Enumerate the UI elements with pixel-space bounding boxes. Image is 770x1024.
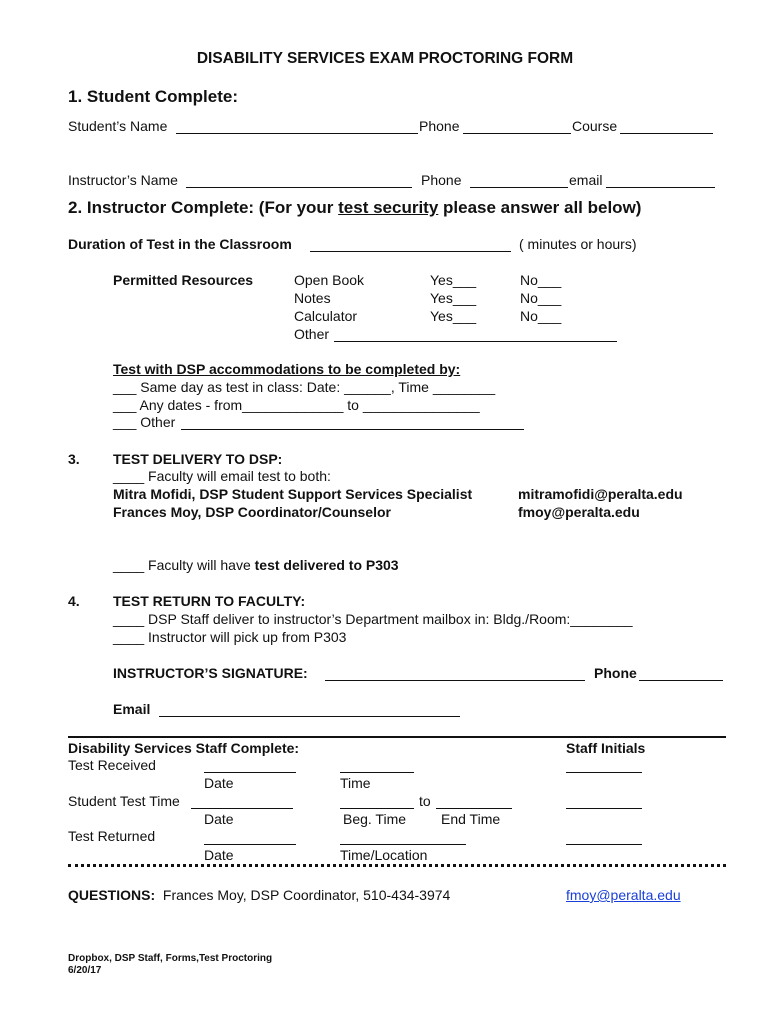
resource-notes: Notes [294, 290, 331, 306]
return-pickup-option[interactable]: ____ Instructor will pick up from P303 [113, 629, 347, 645]
section3-number: 3. [68, 451, 80, 467]
section4-heading: TEST RETURN TO FACULTY: [113, 593, 306, 609]
instructor-phone-label: Phone [421, 172, 462, 188]
notes-no[interactable]: No___ [520, 290, 562, 306]
test-returned-initials-field[interactable] [566, 844, 642, 845]
test-received-time-caption: Time [340, 775, 371, 791]
delivery-email-option[interactable]: ____ Faculty will email test to both: [113, 468, 331, 484]
section4-number: 4. [68, 593, 80, 609]
questions-line: QUESTIONS: Frances Moy, DSP Coordinator, 510-434-3974 [68, 887, 451, 903]
student-test-initials-field[interactable] [566, 808, 642, 809]
section2-heading: 2. Instructor Complete: (For your test security please answer all below) [68, 198, 642, 217]
student-test-date-caption: Date [204, 811, 234, 827]
permitted-resources-label: Permitted Resources [113, 272, 254, 288]
course-label: Course [572, 118, 618, 134]
notes-yes[interactable]: Yes___ [430, 290, 477, 306]
delivery-p303-option[interactable]: ____ Faculty will have test delivered to P303 [113, 557, 399, 573]
duration-field[interactable] [310, 251, 511, 252]
student-name-field[interactable] [176, 133, 418, 134]
to-label: to [419, 793, 431, 809]
questions-email-link[interactable]: fmoy@peralta.edu [566, 887, 681, 903]
section3-heading: TEST DELIVERY TO DSP: [113, 451, 283, 467]
test-received-date-field[interactable] [204, 772, 296, 773]
test-returned-date-field[interactable] [204, 844, 296, 845]
test-returned-date-caption: Date [204, 847, 234, 863]
test-received-initials-field[interactable] [566, 772, 642, 773]
contact-1-name: Mitra Mofidi, DSP Student Support Services Specialist [113, 486, 473, 502]
acc-same-day[interactable]: ___ Same day as test in class: Date: ______, Time ________ [113, 379, 496, 395]
resource-open-book: Open Book [294, 272, 365, 288]
end-time-caption: End Time [441, 811, 501, 827]
student-name-label: Student’s Name [68, 118, 168, 134]
resource-other-label: Other [294, 326, 330, 342]
signature-label: INSTRUCTOR’S SIGNATURE: [113, 665, 308, 681]
staff-initials-heading: Staff Initials [566, 740, 646, 756]
section1-heading: 1. Student Complete: [68, 87, 239, 106]
signature-field[interactable] [325, 680, 585, 681]
test-returned-label: Test Returned [68, 828, 156, 844]
test-received-label: Test Received [68, 757, 156, 773]
contact-2-name: Frances Moy, DSP Coordinator/Counselor [113, 504, 391, 520]
accommodations-heading: Test with DSP accommodations to be completed by: [113, 361, 461, 377]
instructor-name-label: Instructor’s Name [68, 172, 178, 188]
instructor-email-field[interactable] [606, 187, 715, 188]
acc-any-dates[interactable]: ___ Any dates - from_____________ to _______________ [113, 397, 480, 413]
return-mailbox-option[interactable]: ____ DSP Staff deliver to instructor’s Department mailbox in: Bldg./Room:________ [113, 611, 633, 627]
open-book-yes[interactable]: Yes___ [430, 272, 477, 288]
student-test-time-label: Student Test Time [68, 793, 180, 809]
acc-other-field[interactable] [181, 429, 524, 430]
resource-calculator: Calculator [294, 308, 358, 324]
signature-phone-field[interactable] [639, 680, 723, 681]
signature-phone-label: Phone [594, 665, 637, 681]
calculator-yes[interactable]: Yes___ [430, 308, 477, 324]
acc-other[interactable]: ___ Other [113, 414, 176, 430]
footer-date: 6/20/17 [68, 965, 102, 974]
calculator-no[interactable]: No___ [520, 308, 562, 324]
student-test-date-field[interactable] [191, 808, 293, 809]
contact-1-email: mitramofidi@peralta.edu [518, 486, 683, 502]
resource-other-field[interactable] [334, 341, 617, 342]
course-field[interactable] [620, 133, 713, 134]
student-phone-label: Phone [419, 118, 460, 134]
staff-section-divider [68, 736, 726, 738]
test-returned-location-field[interactable] [340, 844, 466, 845]
beg-time-caption: Beg. Time [343, 811, 407, 827]
staff-heading: Disability Services Staff Complete: [68, 740, 300, 756]
form-title: DISABILITY SERVICES EXAM PROCTORING FORM [196, 50, 574, 67]
test-returned-location-caption: Time/Location [340, 847, 428, 863]
student-phone-field[interactable] [463, 133, 571, 134]
open-book-no[interactable]: No___ [520, 272, 562, 288]
duration-unit: ( minutes or hours) [519, 236, 637, 252]
dotted-divider [68, 864, 726, 867]
beg-time-field[interactable] [340, 808, 414, 809]
email-label: Email [113, 701, 151, 717]
test-received-date-caption: Date [204, 775, 234, 791]
instructor-phone-field[interactable] [470, 187, 568, 188]
contact-2-email: fmoy@peralta.edu [518, 504, 640, 520]
test-received-time-field[interactable] [340, 772, 414, 773]
duration-label: Duration of Test in the Classroom [68, 236, 292, 252]
email-field[interactable] [159, 716, 460, 717]
instructor-email-label: email [569, 172, 603, 188]
end-time-field[interactable] [436, 808, 512, 809]
footer-path: Dropbox, DSP Staff, Forms,Test Proctoring [68, 953, 273, 964]
instructor-name-field[interactable] [186, 187, 412, 188]
